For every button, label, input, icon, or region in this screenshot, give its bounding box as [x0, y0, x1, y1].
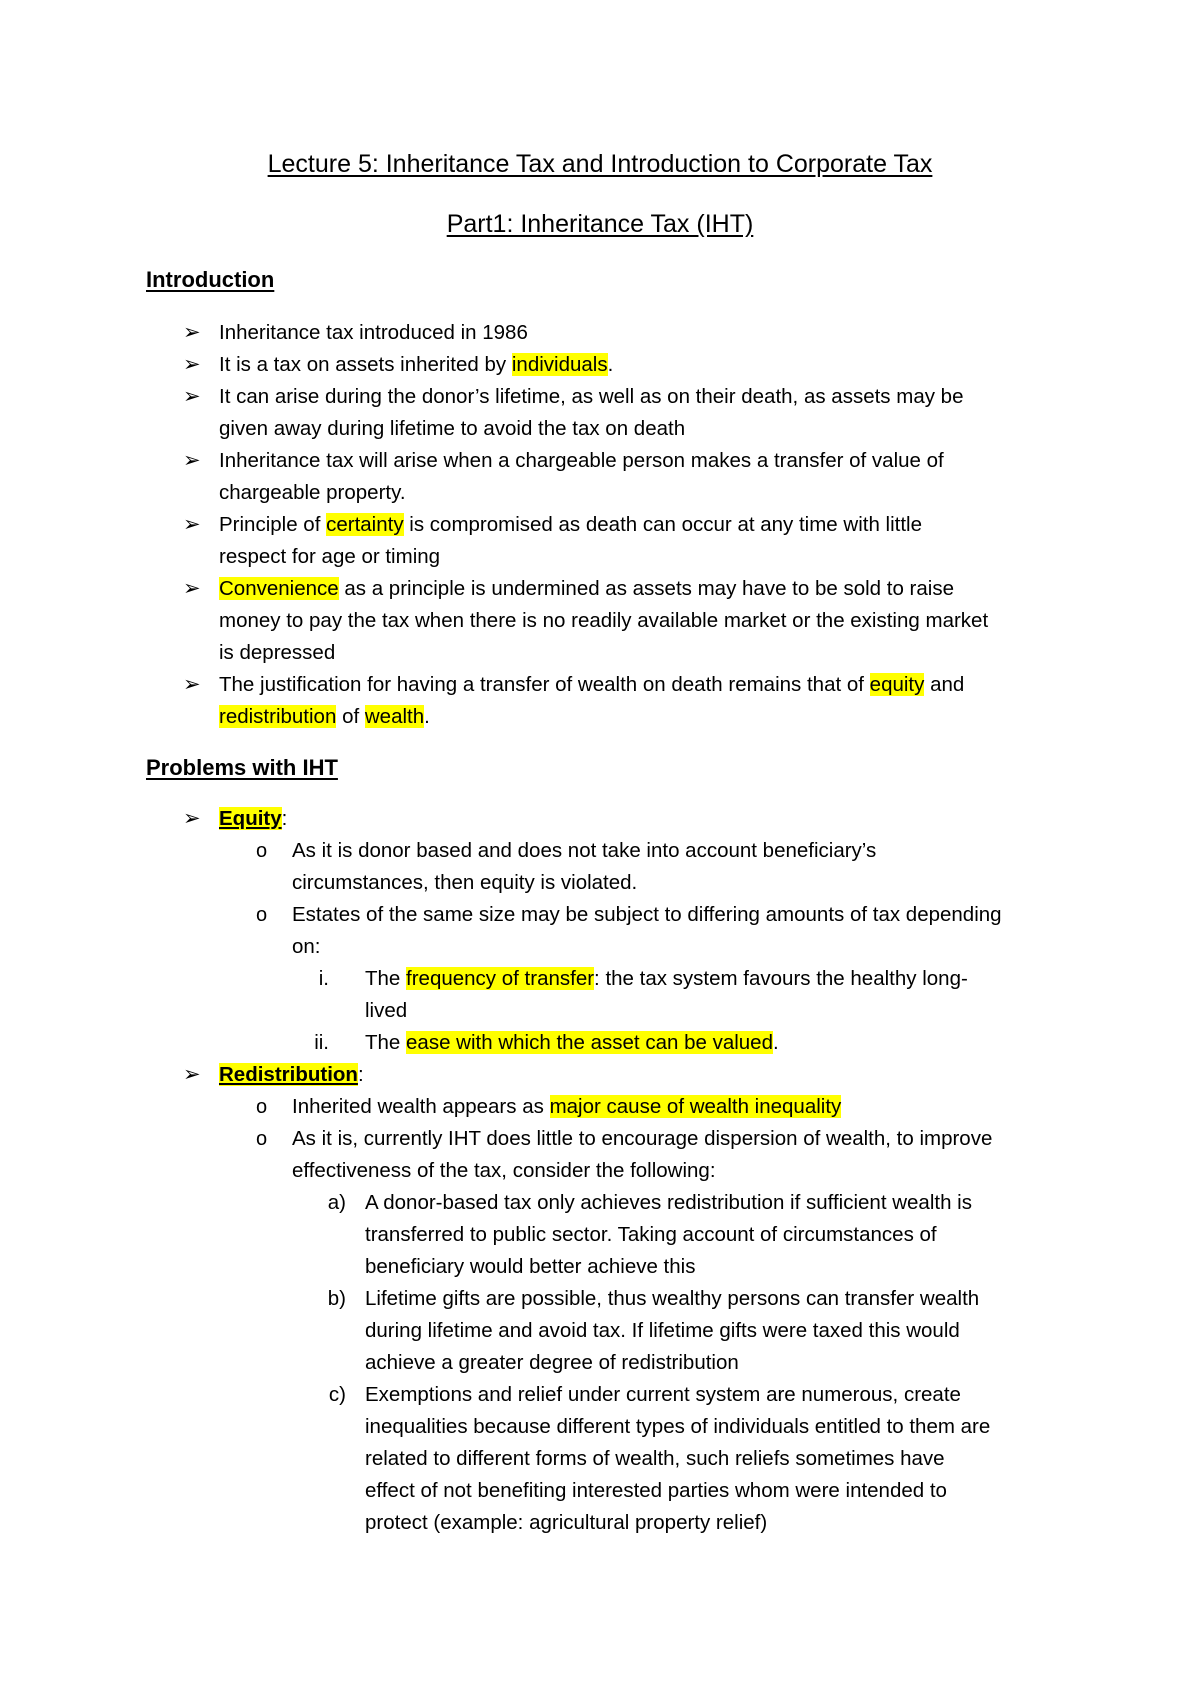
arrow-bullet-icon: ➢: [183, 385, 201, 408]
text: as a principle is undermined as assets may have to be sold to raise: [338, 577, 954, 600]
highlight: equity: [869, 673, 925, 696]
redistribution-point-1: [292, 1094, 841, 1120]
text: .: [424, 705, 430, 728]
roman-numeral: ii.: [314, 1031, 329, 1054]
roman-numeral: i.: [318, 967, 329, 990]
text: The justification for having a transfer of wealth on death remains that of: [219, 673, 870, 696]
highlight: redistribution: [219, 705, 337, 728]
letter-marker: b): [327, 1287, 346, 1310]
arrow-bullet-icon: ➢: [183, 1063, 201, 1086]
intro-bullet-5-line-1: [219, 512, 922, 538]
text: is compromised as death can occur at any time with little: [403, 513, 923, 536]
sub-item-c-line-4: effect of not benefiting interested parties whom were intended to: [365, 1479, 947, 1502]
intro-bullet-7-line-2: [219, 704, 430, 730]
equity-point-2-line-2: on:: [292, 935, 321, 958]
sub-item-c-line-1: Exemptions and relief under current system are numerous, create: [365, 1383, 961, 1406]
text: The: [365, 967, 407, 990]
text: of: [336, 705, 365, 728]
arrow-bullet-icon: ➢: [183, 449, 201, 472]
text: .: [772, 1031, 779, 1054]
circle-bullet-icon: o: [256, 1128, 268, 1150]
circle-bullet-icon: o: [256, 904, 268, 926]
letter-marker: c): [328, 1383, 346, 1406]
intro-bullet-4-line-1: Inheritance tax will arise when a chargeable person makes a transfer of value of: [219, 449, 944, 472]
sub-item-a-line-3: beneficiary would better achieve this: [365, 1255, 696, 1278]
redistribution-point-2-line-1: As it is, currently IHT does little to encourage dispersion of wealth, to improve: [292, 1127, 993, 1150]
highlight: Equity: [219, 807, 282, 830]
intro-bullet-6-line-1: [219, 576, 954, 602]
part-title: Part1: Inheritance Tax (IHT): [446, 210, 754, 238]
equity-point-1-line-2: circumstances, then equity is violated.: [292, 871, 638, 894]
sub-item-b-line-1: Lifetime gifts are possible, thus wealthy persons can transfer wealth: [365, 1287, 980, 1310]
arrow-bullet-icon: ➢: [183, 321, 201, 344]
roman-item-1-line-2: lived: [365, 999, 408, 1022]
circle-bullet-icon: o: [256, 840, 268, 862]
text: :: [357, 1063, 364, 1086]
highlight: wealth: [364, 705, 425, 728]
arrow-bullet-icon: ➢: [183, 673, 201, 696]
arrow-bullet-icon: ➢: [183, 807, 201, 830]
sub-item-c-line-2: inequalities because different types of individuals entitled to them are: [365, 1415, 991, 1438]
equity-item: [219, 806, 287, 832]
highlight: ease with which the asset can be valued: [406, 1031, 773, 1054]
highlight: certainty: [326, 513, 404, 536]
redistribution-point-2-line-2: effectiveness of the tax, consider the following:: [292, 1159, 716, 1182]
arrow-bullet-icon: ➢: [183, 353, 201, 376]
text: The: [365, 1031, 407, 1054]
text: Principle of: [219, 513, 327, 536]
intro-bullet-6-line-2: money to pay the tax when there is no readily available market or the existing market: [219, 609, 989, 632]
intro-bullet-5-line-2: respect for age or timing: [219, 545, 441, 568]
roman-item-1-line-1: [365, 966, 968, 992]
text: : the tax system favours the healthy long-: [594, 967, 968, 990]
equity-point-1-line-1: As it is donor based and does not take into account beneficiary’s: [292, 839, 877, 862]
sub-item-c-line-5: protect (example: agricultural property relief): [365, 1511, 768, 1534]
intro-bullet-7-line-1: [219, 672, 964, 698]
intro-bullet-3-line-2: given away during lifetime to avoid the tax on death: [219, 417, 686, 440]
lecture-title: Lecture 5: Inheritance Tax and Introduction to Corporate Tax: [267, 150, 933, 178]
problems-heading: Problems with IHT: [146, 755, 338, 780]
arrow-bullet-icon: ➢: [183, 577, 201, 600]
sub-item-b-line-3: achieve a greater degree of redistribution: [365, 1351, 739, 1374]
intro-bullet-3-line-1: It can arise during the donor’s lifetime, as well as on their death, as assets may be: [219, 385, 964, 408]
intro-bullet-2: [219, 352, 613, 378]
roman-item-2: [365, 1030, 779, 1056]
intro-bullet-1: Inheritance tax introduced in 1986: [219, 321, 528, 344]
text: :: [281, 807, 288, 830]
text: It is a tax on assets inherited by: [219, 353, 512, 376]
highlight: Redistribution: [219, 1063, 358, 1086]
sub-item-c-line-3: related to different forms of wealth, such reliefs sometimes have: [365, 1447, 945, 1470]
redistribution-item: [219, 1062, 364, 1088]
sub-item-a-line-2: transferred to public sector. Taking account of circumstances of: [365, 1223, 937, 1246]
introduction-heading: Introduction: [146, 267, 275, 292]
highlight: individuals: [511, 353, 608, 376]
highlight: frequency of transfer: [406, 967, 595, 990]
equity-point-2-line-1: Estates of the same size may be subject to differing amounts of tax depending: [292, 903, 1002, 926]
text: Inherited wealth appears as: [292, 1095, 550, 1118]
highlight: major cause of wealth inequality: [549, 1095, 842, 1118]
letter-marker: a): [327, 1191, 346, 1214]
intro-bullet-4-line-2: chargeable property.: [219, 481, 406, 504]
arrow-bullet-icon: ➢: [183, 513, 201, 536]
sub-item-b-line-2: during lifetime and avoid tax. If lifetime gifts were taxed this would: [365, 1319, 960, 1342]
text: and: [924, 673, 965, 696]
text: .: [607, 353, 614, 376]
circle-bullet-icon: o: [256, 1096, 268, 1118]
sub-item-a-line-1: A donor-based tax only achieves redistribution if sufficient wealth is: [365, 1191, 972, 1214]
highlight: Convenience: [219, 577, 339, 600]
intro-bullet-6-line-3: is depressed: [219, 641, 336, 664]
